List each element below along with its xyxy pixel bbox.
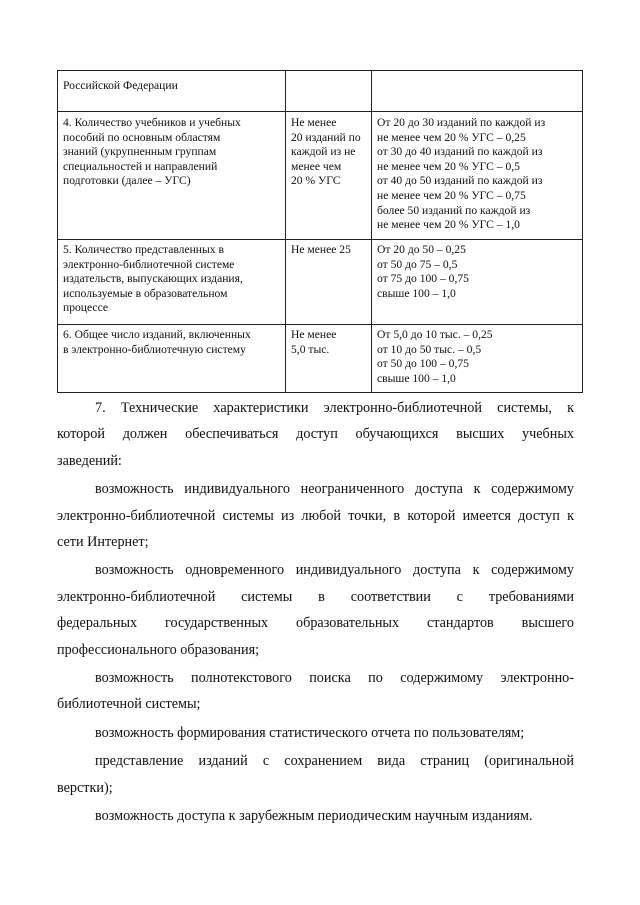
requirement-cell xyxy=(286,325,372,393)
criteria-table xyxy=(57,70,583,393)
section-7-text xyxy=(57,395,574,830)
score-cell xyxy=(372,112,583,240)
cell-line: 5,0 тыс. xyxy=(291,342,330,356)
cell-line: менее чем xyxy=(291,159,342,173)
cell-line: используемые в образовательном xyxy=(63,286,228,300)
cell-line: от 40 до 50 изданий по каждой из xyxy=(377,174,543,188)
cell-line: 6. Общее число изданий, включенных xyxy=(63,328,251,341)
text-line: верстки); xyxy=(57,779,113,796)
criterion-cell xyxy=(58,112,286,240)
cell-line: в электронно-библиотечную систему xyxy=(63,342,246,356)
cell-line: каждой из не xyxy=(291,145,356,159)
cell-line: свыше 100 – 1,0 xyxy=(377,286,456,300)
cell-line: От 5,0 до 10 тыс. – 0,25 xyxy=(377,328,493,341)
requirement-cell xyxy=(286,112,372,240)
table-row xyxy=(58,240,583,325)
cell-line: подготовки (далее – УГС) xyxy=(63,174,191,188)
text-line: профессионального образования; xyxy=(57,641,260,658)
table-row xyxy=(58,112,583,240)
text-line: возможность доступа к зарубежным периодическим научным изданиям. xyxy=(95,808,533,825)
criterion-cell xyxy=(58,325,286,393)
cell-line: более 50 изданий по каждой из xyxy=(377,203,531,217)
cell-line: от 75 до 100 – 0,75 xyxy=(377,272,469,286)
text-line: сети Интернет; xyxy=(57,534,149,551)
score-cell xyxy=(372,240,583,325)
text-line: которой должен обеспечиваться доступ обучающихся высших учебных xyxy=(57,426,574,443)
cell-line: свыше 100 – 1,0 xyxy=(377,371,456,385)
cell-line: электронно-библиотечной системе xyxy=(63,257,235,271)
cell-line: издательств, выпускающих издания, xyxy=(63,272,243,286)
cell-line: не менее чем 20 % УГС – 0,75 xyxy=(377,188,526,202)
section-heading xyxy=(57,395,574,474)
criterion-cell xyxy=(58,240,286,325)
criterion-cell xyxy=(58,71,286,112)
cell-line: от 30 до 40 изданий по каждой из xyxy=(377,145,543,159)
cell-line: Не менее xyxy=(291,328,337,341)
text-line: электронно-библиотечной системы в соответствии с требованиями xyxy=(57,588,574,605)
cell-line: от 50 до 75 – 0,5 xyxy=(377,257,458,271)
cell-line: 20 изданий по xyxy=(291,130,361,144)
score-cell xyxy=(372,71,583,112)
cell-line: не менее чем 20 % УГС – 0,25 xyxy=(377,130,526,144)
cell-line: не менее чем 20 % УГС – 1,0 xyxy=(377,218,520,232)
requirement-cell xyxy=(286,71,372,112)
text-line: возможность одновременного индивидуального доступа к содержимому xyxy=(95,562,574,579)
text-line: библиотечной системы; xyxy=(57,696,201,713)
list-item xyxy=(57,665,574,718)
cell-line: знаний (укрупненным группам xyxy=(63,145,217,159)
list-item xyxy=(57,720,574,746)
list-item xyxy=(57,476,574,555)
text-line: возможность формирования статистического отчета по пользователям; xyxy=(95,724,525,741)
cell-line: процессе xyxy=(63,301,109,315)
list-item xyxy=(57,748,574,801)
text-line: 7. Технические характеристики электронно-библиотечной системы, к xyxy=(95,400,574,416)
cell-line: 4. Количество учебников и учебных xyxy=(63,116,241,129)
text-line: возможность индивидуального неограниченного доступа к содержимому xyxy=(95,481,574,498)
list-item xyxy=(57,803,574,829)
text-line: возможность полнотекстового поиска по содержимому электронно- xyxy=(95,670,574,687)
list-item xyxy=(57,557,574,663)
text-line: представление изданий с сохранением вида страниц (оригинальной xyxy=(95,753,574,770)
cell-line: Не менее 25 xyxy=(291,243,351,256)
text-line: федеральных государственных образовательных стандартов высшего xyxy=(57,615,574,632)
cell-line: пособий по основным областям xyxy=(63,130,221,144)
cell-line: От 20 до 50 – 0,25 xyxy=(377,243,466,256)
cell-line: Российской Федерации xyxy=(63,79,178,92)
cell-line: Не менее xyxy=(291,116,337,129)
text-line: электронно-библиотечной системы из любой точки, в которой имеется доступ к xyxy=(57,507,574,524)
table-row xyxy=(58,325,583,393)
score-cell xyxy=(372,325,583,393)
cell-line: От 20 до 30 изданий по каждой из xyxy=(377,116,546,129)
cell-line: не менее чем 20 % УГС – 0,5 xyxy=(377,159,520,173)
cell-line: от 50 до 100 – 0,75 xyxy=(377,357,469,371)
table-row xyxy=(58,71,583,112)
cell-line: 5. Количество представленных в xyxy=(63,243,224,256)
cell-line: специальностей и направлений xyxy=(63,159,218,173)
requirement-cell xyxy=(286,240,372,325)
text-line: заведений: xyxy=(57,452,122,469)
cell-line: 20 % УГС xyxy=(291,174,341,188)
cell-line: от 10 до 50 тыс. – 0,5 xyxy=(377,342,482,356)
